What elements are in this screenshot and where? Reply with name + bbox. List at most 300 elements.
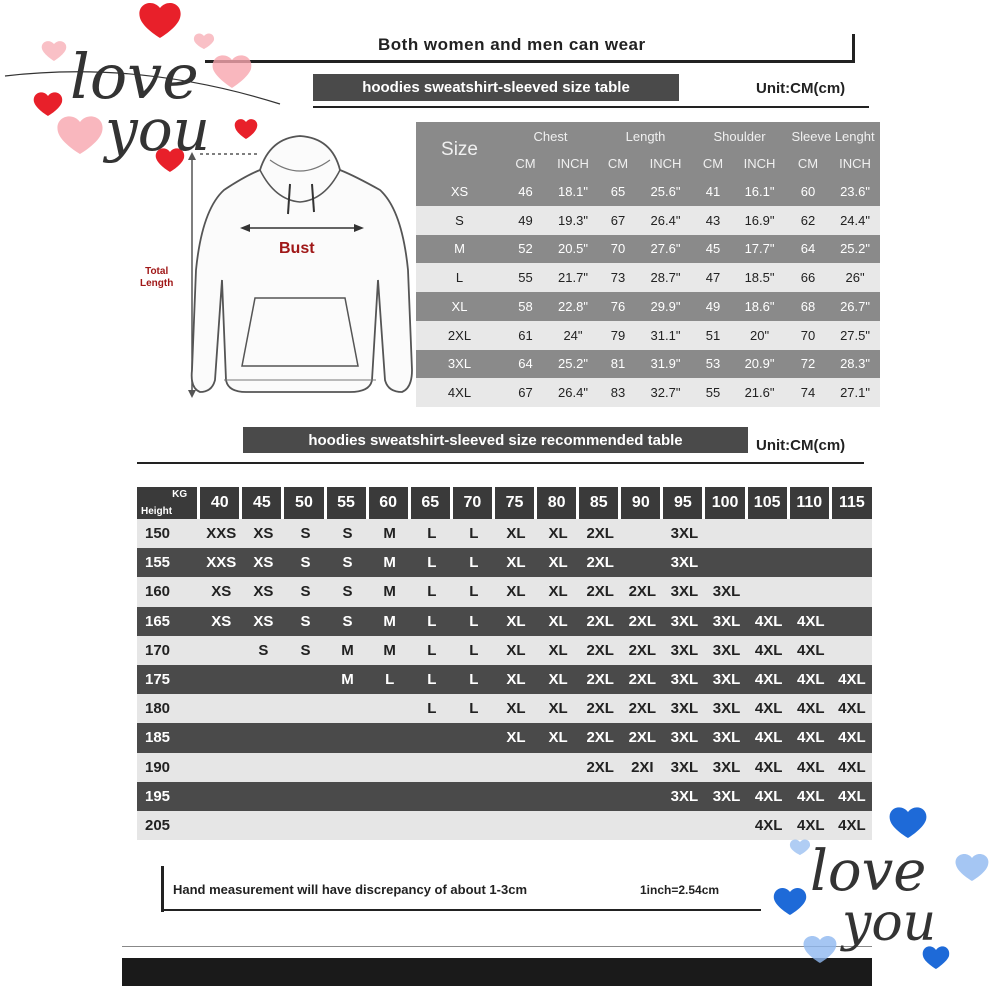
height-cell: 160 — [137, 577, 200, 606]
recommended-size-cell — [284, 665, 326, 694]
recommended-size-cell: M — [369, 636, 411, 665]
weight-header: 40 — [200, 487, 242, 519]
total-length-label — [140, 266, 173, 290]
recommended-size-cell — [200, 636, 242, 665]
height-cell: 170 — [137, 636, 200, 665]
recommended-size-cell: 4XL — [748, 607, 790, 636]
weight-header: 55 — [327, 487, 369, 519]
recommended-size-cell: 2XL — [579, 636, 621, 665]
height-cell: 185 — [137, 723, 200, 752]
recommended-size-cell — [537, 782, 579, 811]
size-section-rule — [313, 106, 869, 108]
recommended-size-cell — [537, 753, 579, 782]
recommended-size-cell: S — [327, 548, 369, 577]
recommended-size-cell — [284, 694, 326, 723]
recommended-size-cell: 2XL — [621, 577, 663, 606]
recommended-size-cell: XS — [242, 519, 284, 548]
height-cell: 195 — [137, 782, 200, 811]
recommended-size-cell: 2XL — [579, 665, 621, 694]
recommended-size-cell — [327, 782, 369, 811]
recommended-size-cell: 2XL — [579, 519, 621, 548]
measurement-cell: 70 — [786, 321, 830, 350]
measurement-cell: 24.4" — [830, 206, 880, 235]
weight-header: 65 — [411, 487, 453, 519]
recommended-size-cell — [242, 723, 284, 752]
recommended-size-cell — [242, 753, 284, 782]
measurement-cell: 60 — [786, 177, 830, 206]
recommended-size-cell: 3XL — [663, 753, 705, 782]
size-label-cell: XL — [416, 292, 503, 321]
you-text-top: you — [105, 96, 211, 164]
measurement-note: Hand measurement will have discrepancy of about 1-3cm — [173, 882, 528, 897]
recommend-row — [137, 665, 872, 694]
weight-header: 60 — [369, 487, 411, 519]
recommended-size-cell — [832, 636, 872, 665]
measurement-cell: 26.7" — [830, 292, 880, 321]
measurement-cell: 24" — [548, 321, 598, 350]
recommended-size-cell — [453, 811, 495, 840]
love-you-decoration-top — [0, 0, 290, 180]
recommended-size-cell: L — [453, 548, 495, 577]
recommended-size-cell: L — [369, 665, 411, 694]
weight-header: 95 — [663, 487, 705, 519]
recommend-row — [137, 753, 872, 782]
bust-label: Bust — [279, 240, 315, 257]
group-header: Shoulder — [693, 122, 786, 150]
recommended-size-cell: XL — [537, 694, 579, 723]
recommended-size-cell — [537, 811, 579, 840]
recommended-size-cell — [495, 811, 537, 840]
recommended-size-cell: 2XL — [579, 577, 621, 606]
measurement-cell: 18.6" — [733, 292, 786, 321]
recommended-size-cell — [284, 753, 326, 782]
recommended-size-cell — [748, 519, 790, 548]
recommended-size-cell: 3XL — [705, 607, 747, 636]
size-row — [416, 263, 880, 292]
recommended-size-cell: XXS — [200, 519, 242, 548]
measurement-cell: 18.1" — [548, 177, 598, 206]
love-you-decoration-bottom — [760, 800, 996, 997]
size-label-cell: L — [416, 263, 503, 292]
measurement-cell: 72 — [786, 350, 830, 379]
recommended-size-cell: L — [453, 665, 495, 694]
recommended-size-cell: 4XL — [790, 753, 832, 782]
recommended-size-cell: XL — [537, 607, 579, 636]
recommended-size-cell: XS — [242, 548, 284, 577]
recommended-size-cell: M — [327, 636, 369, 665]
weight-header: 105 — [748, 487, 790, 519]
weight-header: 85 — [579, 487, 621, 519]
weight-header: 75 — [495, 487, 537, 519]
recommended-size-cell — [411, 811, 453, 840]
measurement-cell: 46 — [503, 177, 548, 206]
size-row — [416, 235, 880, 264]
recommended-size-cell — [327, 811, 369, 840]
measurement-cell: 64 — [786, 235, 830, 264]
unit-subheader: CM — [598, 150, 638, 177]
size-header: Size — [416, 122, 503, 177]
measurement-cell: 32.7" — [638, 378, 693, 407]
recommended-size-cell — [242, 782, 284, 811]
recommended-size-cell: 2XL — [621, 607, 663, 636]
recommended-size-cell: M — [369, 577, 411, 606]
size-label-cell: M — [416, 235, 503, 264]
recommended-size-cell — [369, 694, 411, 723]
recommended-size-cell: 4XL — [832, 782, 872, 811]
measurement-cell: 79 — [598, 321, 638, 350]
recommended-size-cell: XL — [537, 665, 579, 694]
recommended-size-cell: L — [411, 548, 453, 577]
recommended-size-cell: 3XL — [705, 694, 747, 723]
size-row — [416, 321, 880, 350]
recommended-size-cell — [200, 665, 242, 694]
measurement-cell: 26.4" — [638, 206, 693, 235]
recommended-size-cell: XL — [495, 607, 537, 636]
measurement-cell: 68 — [786, 292, 830, 321]
recommended-size-cell: 3XL — [663, 694, 705, 723]
recommended-size-cell: 4XL — [748, 694, 790, 723]
measurement-cell: 26" — [830, 263, 880, 292]
note-underline — [161, 909, 761, 911]
measurement-cell: 81 — [598, 350, 638, 379]
recommended-size-cell: 2XL — [621, 665, 663, 694]
recommended-size-cell: 4XL — [790, 723, 832, 752]
recommended-size-cell: 4XL — [790, 636, 832, 665]
recommended-size-cell: S — [327, 577, 369, 606]
recommended-size-cell — [369, 782, 411, 811]
you-text-bottom: you — [842, 893, 937, 953]
recommended-size-cell — [832, 577, 872, 606]
recommended-size-cell: 4XL — [790, 811, 832, 840]
measurement-cell: 49 — [693, 292, 733, 321]
height-cell: 165 — [137, 607, 200, 636]
recommended-size-cell — [790, 577, 832, 606]
recommended-size-cell: XL — [495, 548, 537, 577]
total-length-label-line2: Length — [140, 278, 174, 289]
total-length-label-line1: Total — [145, 266, 169, 277]
recommended-size-cell: 3XL — [705, 782, 747, 811]
recommended-size-cell: 4XL — [748, 782, 790, 811]
unit-subheader: CM — [693, 150, 733, 177]
measurement-cell: 49 — [503, 206, 548, 235]
measurement-cell: 70 — [598, 235, 638, 264]
recommended-size-cell: S — [242, 636, 284, 665]
measurement-cell: 27.6" — [638, 235, 693, 264]
love-text-top: love — [70, 40, 199, 113]
recommended-size-cell: M — [369, 607, 411, 636]
recommended-size-cell: L — [411, 607, 453, 636]
measurement-cell: 20.9" — [733, 350, 786, 379]
height-cell: 190 — [137, 753, 200, 782]
recommended-size-cell: 4XL — [790, 782, 832, 811]
recommended-size-cell: XS — [242, 607, 284, 636]
recommended-size-cell: 2XL — [579, 548, 621, 577]
recommended-size-cell — [200, 753, 242, 782]
recommended-size-cell — [242, 811, 284, 840]
measurement-cell: 55 — [693, 378, 733, 407]
recommended-size-cell — [242, 694, 284, 723]
size-row — [416, 378, 880, 407]
height-cell: 155 — [137, 548, 200, 577]
measurement-cell: 31.1" — [638, 321, 693, 350]
recommended-size-cell: XL — [537, 636, 579, 665]
measurement-cell: 61 — [503, 321, 548, 350]
measurement-cell: 62 — [786, 206, 830, 235]
recommended-size-cell — [411, 753, 453, 782]
recommended-size-cell: L — [453, 607, 495, 636]
measurement-cell: 20.5" — [548, 235, 598, 264]
recommended-size-cell: 3XL — [663, 607, 705, 636]
recommended-size-cell — [200, 811, 242, 840]
measurement-cell: 52 — [503, 235, 548, 264]
recommended-size-cell: XL — [495, 577, 537, 606]
recommended-size-cell: XL — [495, 723, 537, 752]
recommended-size-cell: S — [284, 519, 326, 548]
recommend-row — [137, 548, 872, 577]
recommended-size-cell — [832, 548, 872, 577]
size-table-title-bar: hoodies sweatshirt-sleeved size table — [313, 74, 679, 101]
group-header: Length — [598, 122, 693, 150]
note-bracket — [161, 866, 164, 912]
measurement-cell: 67 — [598, 206, 638, 235]
height-cell: 175 — [137, 665, 200, 694]
recommended-size-cell: XL — [537, 577, 579, 606]
measurement-cell: 28.7" — [638, 263, 693, 292]
recommended-size-cell: L — [411, 694, 453, 723]
measurement-cell: 74 — [786, 378, 830, 407]
recommended-size-cell: S — [327, 519, 369, 548]
recommended-size-cell — [748, 548, 790, 577]
recommended-size-cell — [705, 811, 747, 840]
recommended-size-cell: 4XL — [832, 694, 872, 723]
recommended-size-cell — [369, 753, 411, 782]
page-title: Both women and men can wear — [378, 35, 646, 54]
recommended-size-cell: 4XL — [832, 665, 872, 694]
recommended-size-cell: XXS — [200, 548, 242, 577]
measurement-cell: 73 — [598, 263, 638, 292]
recommended-size-cell: L — [411, 519, 453, 548]
recommended-size-cell: 2XL — [579, 753, 621, 782]
recommended-size-cell — [327, 723, 369, 752]
measurement-cell: 28.3" — [830, 350, 880, 379]
title-bracket — [852, 34, 855, 62]
corner-height-label: Height — [141, 506, 173, 517]
recommend-row — [137, 577, 872, 606]
recommended-size-cell: 2XL — [579, 694, 621, 723]
recommended-size-cell: 3XL — [705, 636, 747, 665]
size-table-unit: Unit:CM(cm) — [756, 80, 846, 97]
recommended-size-cell: 3XL — [663, 782, 705, 811]
measurement-cell: 20" — [733, 321, 786, 350]
recommended-size-cell — [705, 519, 747, 548]
recommended-size-cell: 3XL — [663, 519, 705, 548]
recommended-size-cell — [411, 782, 453, 811]
measurement-cell: 53 — [693, 350, 733, 379]
recommended-size-cell: S — [284, 636, 326, 665]
recommend-section-rule — [137, 462, 864, 464]
recommended-size-cell — [369, 723, 411, 752]
unit-subheader: INCH — [733, 150, 786, 177]
corner-kg-label: KG — [172, 489, 188, 500]
recommended-size-cell — [284, 811, 326, 840]
measurement-cell: 25.2" — [548, 350, 598, 379]
recommended-size-cell: 4XL — [748, 753, 790, 782]
recommended-size-cell: S — [327, 607, 369, 636]
size-row — [416, 350, 880, 379]
recommended-size-cell: 3XL — [663, 665, 705, 694]
recommended-size-cell — [832, 607, 872, 636]
recommended-size-cell: 4XL — [832, 723, 872, 752]
recommended-size-cell — [790, 519, 832, 548]
recommended-size-cell: XL — [495, 694, 537, 723]
recommended-size-cell — [495, 782, 537, 811]
size-label-cell: XS — [416, 177, 503, 206]
size-row — [416, 292, 880, 321]
size-table — [416, 122, 880, 407]
recommended-size-cell: M — [369, 519, 411, 548]
measurement-cell: 22.8" — [548, 292, 598, 321]
size-label-cell: 2XL — [416, 321, 503, 350]
recommended-size-cell — [705, 548, 747, 577]
recommended-size-cell — [748, 577, 790, 606]
recommended-size-cell — [327, 753, 369, 782]
recommended-size-cell: 2XL — [579, 607, 621, 636]
recommended-size-cell: 2XL — [621, 723, 663, 752]
measurement-cell: 29.9" — [638, 292, 693, 321]
recommended-size-cell — [790, 548, 832, 577]
recommended-size-cell: S — [284, 607, 326, 636]
recommended-size-cell — [327, 694, 369, 723]
measurement-cell: 27.1" — [830, 378, 880, 407]
recommended-size-cell — [200, 723, 242, 752]
recommended-size-cell — [579, 811, 621, 840]
recommended-size-cell: L — [411, 665, 453, 694]
recommended-size-cell: L — [453, 519, 495, 548]
recommended-size-cell: XL — [495, 636, 537, 665]
measurement-cell: 65 — [598, 177, 638, 206]
recommended-size-cell: 3XL — [705, 723, 747, 752]
measurement-cell: 23.6" — [830, 177, 880, 206]
weight-header: 100 — [705, 487, 747, 519]
recommended-size-cell: XL — [537, 548, 579, 577]
measurement-cell: 67 — [503, 378, 548, 407]
weight-header: 115 — [832, 487, 872, 519]
recommended-size-cell — [579, 782, 621, 811]
recommended-size-cell — [495, 753, 537, 782]
measurement-cell: 55 — [503, 263, 548, 292]
weight-header: 90 — [621, 487, 663, 519]
measurement-cell: 27.5" — [830, 321, 880, 350]
measurement-cell: 43 — [693, 206, 733, 235]
measurement-cell: 17.7" — [733, 235, 786, 264]
recommended-size-cell — [832, 519, 872, 548]
measurement-cell: 25.6" — [638, 177, 693, 206]
measurement-cell: 31.9" — [638, 350, 693, 379]
recommended-size-cell: L — [411, 636, 453, 665]
measurement-cell: 18.5" — [733, 263, 786, 292]
recommended-size-cell: L — [453, 577, 495, 606]
recommended-size-cell — [663, 811, 705, 840]
recommended-size-cell: 2XI — [621, 753, 663, 782]
recommended-size-cell — [453, 723, 495, 752]
recommended-size-cell: 3XL — [663, 577, 705, 606]
recommended-size-cell: 4XL — [790, 665, 832, 694]
unit-subheader: INCH — [548, 150, 598, 177]
recommended-size-cell: M — [369, 548, 411, 577]
recommended-size-cell: 3XL — [705, 753, 747, 782]
measurement-cell: 51 — [693, 321, 733, 350]
weight-header: 50 — [284, 487, 326, 519]
recommended-size-cell: XS — [200, 607, 242, 636]
recommended-size-cell: 3XL — [705, 665, 747, 694]
measurement-cell: 21.6" — [733, 378, 786, 407]
group-header: Sleeve Lenght — [786, 122, 880, 150]
recommended-size-cell: L — [453, 636, 495, 665]
recommended-size-cell — [369, 811, 411, 840]
size-label-cell: S — [416, 206, 503, 235]
measurement-cell: 47 — [693, 263, 733, 292]
recommended-size-cell: L — [453, 694, 495, 723]
recommended-size-cell: 3XL — [705, 577, 747, 606]
weight-header: 70 — [453, 487, 495, 519]
recommended-size-cell: 2XL — [621, 694, 663, 723]
recommended-size-cell: 4XL — [790, 607, 832, 636]
measurement-cell: 25.2" — [830, 235, 880, 264]
recommended-size-cell: 4XL — [790, 694, 832, 723]
recommended-size-cell — [200, 782, 242, 811]
recommended-size-cell — [453, 782, 495, 811]
recommended-size-cell: 3XL — [663, 548, 705, 577]
measurement-cell: 45 — [693, 235, 733, 264]
recommend-table — [137, 487, 872, 840]
recommended-size-cell — [621, 548, 663, 577]
recommended-size-cell: L — [411, 577, 453, 606]
recommended-size-cell: 2XL — [579, 723, 621, 752]
recommended-size-cell — [242, 665, 284, 694]
size-row — [416, 177, 880, 206]
group-header: Chest — [503, 122, 598, 150]
unit-subheader: CM — [786, 150, 830, 177]
recommended-size-cell: 4XL — [748, 636, 790, 665]
recommended-size-cell — [284, 782, 326, 811]
unit-subheader: INCH — [638, 150, 693, 177]
unit-subheader: CM — [503, 150, 548, 177]
recommended-size-cell: 4XL — [748, 723, 790, 752]
recommended-size-cell: M — [327, 665, 369, 694]
recommended-size-cell — [621, 811, 663, 840]
recommend-row — [137, 519, 872, 548]
love-text-bottom: love — [810, 839, 927, 904]
recommend-row — [137, 607, 872, 636]
recommend-row — [137, 723, 872, 752]
recommended-size-cell: S — [284, 577, 326, 606]
recommend-table-title-bar: hoodies sweatshirt-sleeved size recommended table — [243, 427, 748, 453]
measurement-cell: 26.4" — [548, 378, 598, 407]
recommended-size-cell — [621, 782, 663, 811]
measurement-cell: 16.1" — [733, 177, 786, 206]
measurement-cell: 66 — [786, 263, 830, 292]
weight-header: 80 — [537, 487, 579, 519]
recommended-size-cell — [284, 723, 326, 752]
recommended-size-cell — [453, 753, 495, 782]
measurement-cell: 16.9" — [733, 206, 786, 235]
recommended-size-cell: XS — [242, 577, 284, 606]
recommended-size-cell: 4XL — [748, 811, 790, 840]
recommend-row — [137, 636, 872, 665]
recommended-size-cell — [411, 723, 453, 752]
recommended-size-cell: XL — [495, 519, 537, 548]
recommended-size-cell: 2XL — [621, 636, 663, 665]
